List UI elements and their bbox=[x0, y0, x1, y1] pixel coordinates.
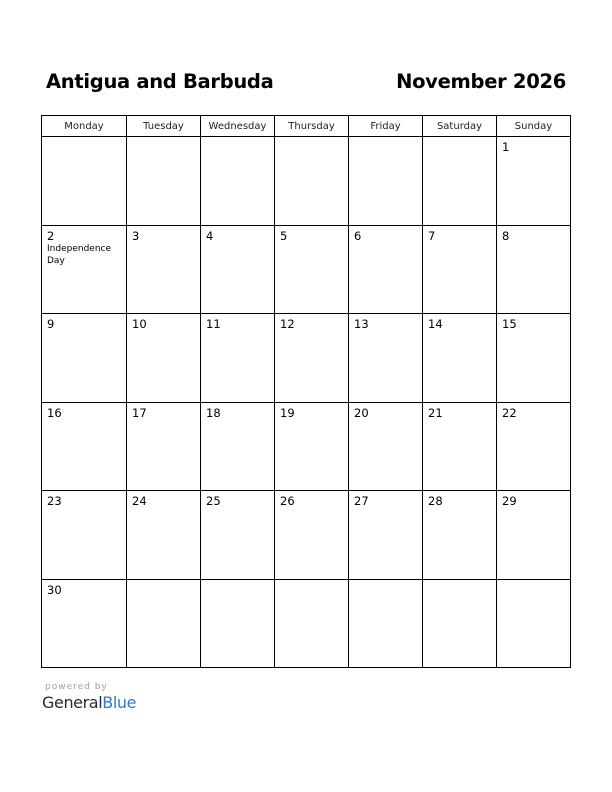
week-row bbox=[42, 579, 571, 668]
day-number: 10 bbox=[132, 317, 147, 331]
day-number: 21 bbox=[428, 405, 443, 420]
day-number: 26 bbox=[280, 494, 295, 508]
day-cell bbox=[127, 225, 201, 314]
day-cell bbox=[349, 225, 423, 314]
weekday-wednesday: Wednesday bbox=[201, 116, 275, 137]
day-cell bbox=[349, 137, 423, 226]
day-number: 3 bbox=[132, 228, 140, 243]
day-cell bbox=[42, 402, 127, 491]
day-cell bbox=[42, 137, 127, 226]
brand-logo[interactable] bbox=[42, 693, 136, 712]
day-cell bbox=[127, 314, 201, 403]
country-title: Antigua and Barbuda bbox=[46, 70, 274, 93]
day-cell bbox=[42, 314, 127, 403]
day-number: 28 bbox=[428, 494, 443, 508]
day-number: 1 bbox=[502, 140, 510, 154]
day-number: 7 bbox=[428, 228, 436, 243]
day-cell bbox=[423, 491, 497, 580]
day-cell bbox=[275, 579, 349, 668]
week-row bbox=[42, 137, 571, 226]
day-number: 23 bbox=[47, 494, 62, 508]
brand-name-blue: Blue bbox=[102, 693, 137, 712]
day-cell bbox=[349, 579, 423, 668]
day-cell bbox=[349, 314, 423, 403]
day-cell bbox=[423, 225, 497, 314]
day-number: 17 bbox=[132, 405, 147, 420]
day-cell bbox=[201, 137, 275, 226]
day-cell bbox=[497, 491, 571, 580]
day-cell bbox=[275, 402, 349, 491]
month-calendar-grid bbox=[41, 115, 571, 668]
day-number: 9 bbox=[47, 317, 55, 331]
day-cell bbox=[275, 225, 349, 314]
day-number: 4 bbox=[206, 228, 214, 243]
day-number: 22 bbox=[502, 405, 517, 420]
weekday-saturday: Saturday bbox=[423, 116, 497, 137]
weekday-monday: Monday bbox=[42, 116, 127, 137]
brand-name-general: General bbox=[42, 693, 103, 712]
calendar-header bbox=[46, 70, 566, 100]
day-number: 27 bbox=[354, 494, 369, 508]
day-number: 11 bbox=[206, 317, 221, 331]
day-cell bbox=[127, 137, 201, 226]
day-cell bbox=[423, 579, 497, 668]
day-cell bbox=[423, 314, 497, 403]
day-cell bbox=[201, 314, 275, 403]
day-cell bbox=[497, 579, 571, 668]
day-cell bbox=[497, 314, 571, 403]
day-number: 12 bbox=[280, 317, 295, 331]
day-cell bbox=[497, 225, 571, 314]
week-row bbox=[42, 225, 571, 314]
powered-by-text: powered by bbox=[45, 682, 108, 692]
weekday-friday: Friday bbox=[349, 116, 423, 137]
day-cell bbox=[201, 225, 275, 314]
day-number: 5 bbox=[280, 228, 288, 243]
month-year-title: November 2026 bbox=[396, 70, 566, 93]
day-cell bbox=[275, 314, 349, 403]
day-cell bbox=[275, 491, 349, 580]
holiday-label: Independence Day bbox=[47, 243, 112, 266]
day-number: 29 bbox=[502, 494, 517, 508]
day-cell bbox=[42, 579, 127, 668]
day-number: 30 bbox=[47, 582, 62, 597]
day-number: 19 bbox=[280, 405, 295, 420]
day-cell bbox=[201, 491, 275, 580]
day-number: 16 bbox=[47, 405, 62, 420]
weekday-sunday: Sunday bbox=[497, 116, 571, 137]
weekday-header-row bbox=[42, 116, 571, 137]
day-number: 2 bbox=[47, 228, 55, 243]
day-cell bbox=[497, 402, 571, 491]
day-number: 25 bbox=[206, 494, 221, 508]
day-cell bbox=[127, 402, 201, 491]
day-cell bbox=[127, 579, 201, 668]
day-number: 6 bbox=[354, 228, 362, 243]
day-number: 15 bbox=[502, 317, 517, 331]
day-cell bbox=[42, 225, 127, 314]
day-cell bbox=[201, 579, 275, 668]
day-number: 24 bbox=[132, 494, 147, 508]
week-row bbox=[42, 314, 571, 403]
day-cell bbox=[127, 491, 201, 580]
day-cell bbox=[349, 491, 423, 580]
day-number: 20 bbox=[354, 405, 369, 420]
day-cell bbox=[275, 137, 349, 226]
day-cell bbox=[423, 402, 497, 491]
footer-branding bbox=[42, 682, 136, 712]
weekday-thursday: Thursday bbox=[275, 116, 349, 137]
day-number: 13 bbox=[354, 317, 369, 331]
weekday-tuesday: Tuesday bbox=[127, 116, 201, 137]
week-row bbox=[42, 491, 571, 580]
week-row bbox=[42, 402, 571, 491]
day-cell bbox=[201, 402, 275, 491]
day-cell bbox=[423, 137, 497, 226]
day-cell bbox=[349, 402, 423, 491]
day-number: 14 bbox=[428, 317, 443, 331]
day-cell bbox=[497, 137, 571, 226]
day-number: 18 bbox=[206, 405, 221, 420]
day-cell bbox=[42, 491, 127, 580]
day-number: 8 bbox=[502, 228, 510, 243]
